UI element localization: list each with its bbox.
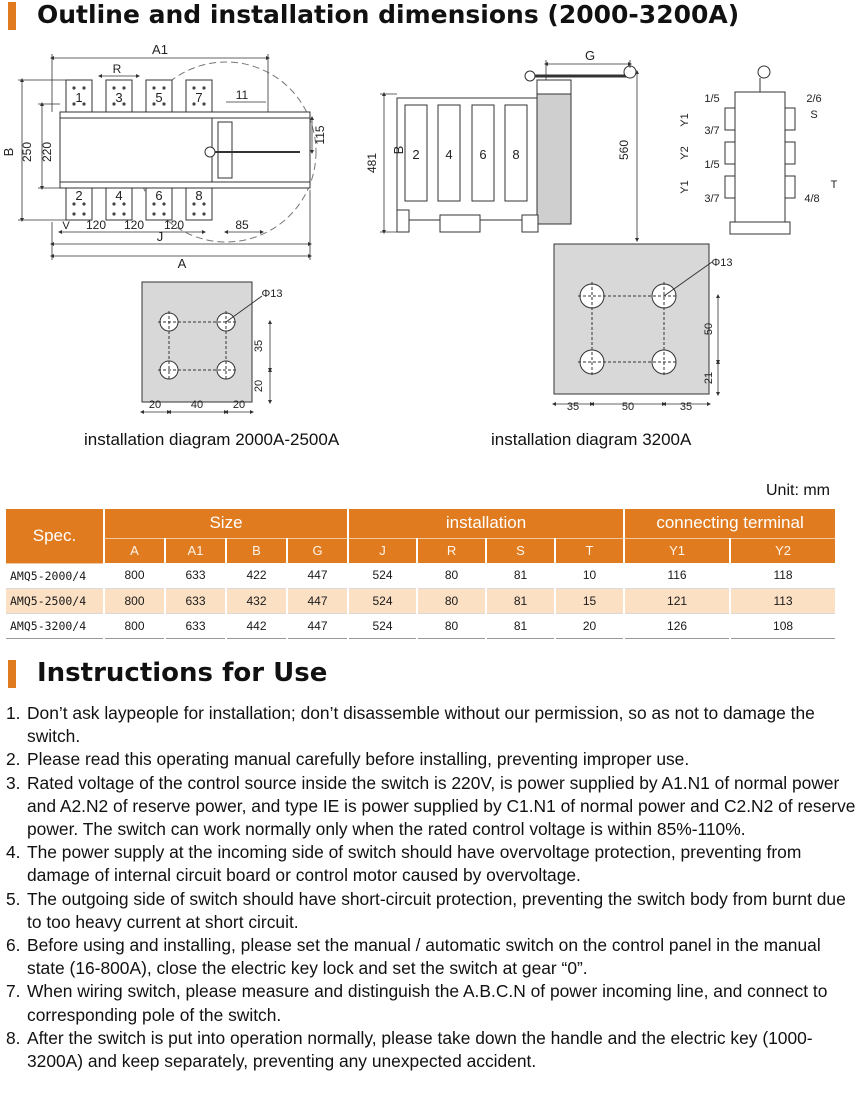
- list-item: [6, 702, 858, 748]
- terminal-label-3-7b: 3/7: [704, 193, 720, 205]
- side-label-pole-2: 2: [412, 147, 420, 162]
- item-text: Please read this operating manual carefully before installing, preventing improper use.: [27, 749, 690, 770]
- front-label-pole-6: 6: [155, 188, 163, 203]
- install-small-dim-20v: 20: [253, 379, 265, 393]
- front-dim-r: R: [112, 62, 122, 76]
- front-dim-120c: 120: [163, 218, 185, 232]
- install-small-dim-20a: 20: [148, 399, 162, 411]
- table-row: [6, 613, 836, 638]
- front-dim-b: B: [1, 147, 16, 157]
- column-header-y2: Y2: [730, 538, 836, 563]
- front-dim-v: V: [62, 220, 70, 232]
- front-label-pole-7: 7: [195, 90, 203, 105]
- item-number: 6.: [6, 935, 21, 956]
- side-dim-g: G: [584, 48, 596, 63]
- table-cell: 800: [104, 588, 165, 613]
- table-cell: 113: [730, 588, 836, 613]
- front-label-pole-2: 2: [75, 188, 83, 203]
- item-text: Before using and installing, please set the manual / automatic switch on the control panel in the manual state (16-800A), close the electric key lock and set the switch at gear “0”.: [27, 935, 821, 979]
- instructions-title: Instructions for Use: [37, 658, 328, 688]
- table-cell: 524: [348, 613, 417, 638]
- table-cell: 116: [624, 563, 730, 588]
- model-cell: AMQ5-2500/4: [6, 588, 104, 613]
- list-item: [6, 888, 858, 934]
- table-cell: 81: [486, 588, 555, 613]
- installation-group-header: installation: [348, 509, 624, 538]
- side-dim-481: 481: [365, 152, 379, 174]
- item-text: After the switch is put into operation normally, please take down the handle and the electric key (1000-3200A) and keep separately, preventing any unexpected accident.: [27, 1027, 813, 1072]
- section-bar-instructions: [8, 660, 16, 688]
- table-row: [6, 588, 836, 613]
- install-small-dim-40: 40: [190, 399, 204, 411]
- terminal-label-y1b: Y1: [679, 180, 691, 194]
- terminal-label-1-5b: 1/5: [704, 159, 720, 171]
- table-cell: 126: [624, 613, 730, 638]
- table-cell: 524: [348, 588, 417, 613]
- table-cell: 800: [104, 613, 165, 638]
- terminal-label-2-6: 2/6: [806, 93, 822, 105]
- table-cell: 524: [348, 563, 417, 588]
- side-label-pole-8: 8: [512, 147, 520, 162]
- install-large-dim-50v: 50: [703, 322, 715, 336]
- table-cell: 633: [165, 588, 226, 613]
- terminal-label-4-8: 4/8: [804, 193, 820, 205]
- front-dim-250: 250: [20, 141, 34, 163]
- table-cell: 10: [555, 563, 624, 588]
- front-label-pole-1: 1: [75, 90, 83, 105]
- install-small-caption: installation diagram 2000A-2500A: [84, 430, 340, 449]
- section-bar-outline: [8, 2, 16, 30]
- table-cell: 81: [486, 613, 555, 638]
- item-text: The power supply at the incoming side of switch should have overvoltage protection, preventing from damage of internal circuit board or control motor caused by overvoltage.: [27, 842, 802, 886]
- item-number: 2.: [6, 749, 21, 770]
- front-label-pole-8: 8: [195, 188, 203, 203]
- front-label-pole-3: 3: [115, 90, 123, 105]
- table-cell: 15: [555, 588, 624, 613]
- list-item: [6, 748, 858, 771]
- table-cell: 442: [226, 613, 287, 638]
- list-item: [6, 841, 858, 887]
- item-number: 7.: [6, 981, 21, 1002]
- install-large-dim-50h: 50: [621, 401, 635, 413]
- column-header-j: J: [348, 538, 417, 563]
- column-header-r: R: [417, 538, 486, 563]
- table-cell: 81: [486, 563, 555, 588]
- table-cell: 800: [104, 563, 165, 588]
- outline-drawings: [0, 38, 860, 458]
- terminal-group-header: connecting terminal: [624, 509, 836, 538]
- list-item: [6, 980, 858, 1026]
- side-dim-b: B: [391, 145, 406, 155]
- item-text: The outgoing side of switch should have short-circuit protection, preventing the switch body from burnt due to too heavy current at short circuit.: [27, 888, 846, 932]
- table-cell: 422: [226, 563, 287, 588]
- item-text: Rated voltage of the control source inside the switch is 220V, is power supplied by A1.N1 of normal power and A2.N2 of reserve power, and type IE is power supplied by C1.N1 of normal power and C2.N2 of reserve power. The switch can work normally only when the rated control voltage is within 85%-110%.: [27, 772, 856, 840]
- column-header-a1: A1: [165, 538, 226, 563]
- column-header-a: A: [104, 538, 165, 563]
- table-cell: 80: [417, 563, 486, 588]
- column-header-b: B: [226, 538, 287, 563]
- front-dim-a: A: [177, 256, 187, 271]
- spec-header: Spec.: [6, 509, 104, 563]
- item-text: When wiring switch, please measure and distinguish the A.B.C.N of power incoming line, and connect to corresponding pole of the switch.: [27, 981, 828, 1025]
- column-header-g: G: [287, 538, 348, 563]
- front-dim-a1: A1: [152, 42, 168, 57]
- column-header-s: S: [486, 538, 555, 563]
- front-dim-120a: 120: [85, 218, 107, 232]
- install-large-caption: installation diagram 3200A: [491, 430, 692, 449]
- table-cell: 432: [226, 588, 287, 613]
- install-large-dim-35b: 35: [679, 401, 693, 413]
- install-small-drawing: [142, 282, 262, 402]
- table-cell: 108: [730, 613, 836, 638]
- model-cell: AMQ5-3200/4: [6, 613, 104, 638]
- terminal-label-t: T: [830, 179, 838, 191]
- terminal-view-drawing: [725, 66, 795, 234]
- install-small-hole-label: Φ13: [261, 288, 283, 300]
- terminal-label-y2: Y2: [679, 146, 691, 160]
- side-label-pole-6: 6: [479, 147, 487, 162]
- front-dim-85: 85: [235, 218, 249, 232]
- item-number: 5.: [6, 888, 21, 909]
- table-cell: 447: [287, 613, 348, 638]
- item-number: 1.: [6, 703, 21, 723]
- front-dim-220: 220: [40, 141, 54, 163]
- list-item: [6, 934, 858, 980]
- front-dim-11: 11: [235, 88, 249, 102]
- front-dim-j: J: [156, 229, 164, 244]
- terminal-label-3-7a: 3/7: [704, 125, 720, 137]
- list-item: [6, 772, 858, 842]
- table-row: [6, 563, 836, 588]
- item-number: 4.: [6, 842, 21, 863]
- table-cell: 447: [287, 588, 348, 613]
- install-large-drawing: [554, 244, 712, 394]
- model-cell: AMQ5-2000/4: [6, 563, 104, 588]
- front-dim-115: 115: [313, 125, 327, 145]
- table-cell: 20: [555, 613, 624, 638]
- table-cell: 121: [624, 588, 730, 613]
- install-small-dim-20b: 20: [232, 399, 246, 411]
- terminal-label-1-5a: 1/5: [704, 93, 720, 105]
- size-group-header: Size: [104, 509, 348, 538]
- unit-label: Unit: mm: [766, 482, 830, 499]
- install-large-dim-35a: 35: [566, 401, 580, 413]
- table-cell: 633: [165, 563, 226, 588]
- column-header-y1: Y1: [624, 538, 730, 563]
- table-cell: 80: [417, 613, 486, 638]
- table-cell: 80: [417, 588, 486, 613]
- front-dim-120b: 120: [123, 218, 145, 232]
- instructions-list: [6, 702, 858, 1073]
- outline-title: Outline and installation dimensions (2000-3200A): [37, 0, 740, 29]
- item-number: 8.: [6, 1027, 21, 1048]
- column-header-t: T: [555, 538, 624, 563]
- terminal-label-s: S: [810, 109, 818, 121]
- item-text: Don’t ask laypeople for installation; don’t disassemble without our permission, so as not to damage the switch.: [27, 703, 815, 747]
- side-dim-560: 560: [617, 139, 631, 161]
- front-label-pole-4: 4: [115, 188, 123, 203]
- side-label-pole-4: 4: [445, 147, 453, 162]
- table-cell: 447: [287, 563, 348, 588]
- install-large-dim-21: 21: [703, 371, 715, 385]
- terminal-label-y1a: Y1: [679, 113, 691, 127]
- list-item: [6, 1027, 858, 1073]
- install-large-hole-label: Φ13: [711, 257, 733, 269]
- table-cell: 118: [730, 563, 836, 588]
- install-small-dim-35: 35: [253, 339, 265, 353]
- front-label-pole-5: 5: [155, 90, 163, 105]
- table-cell: 633: [165, 613, 226, 638]
- spec-table: [6, 509, 837, 639]
- item-number: 3.: [6, 772, 21, 793]
